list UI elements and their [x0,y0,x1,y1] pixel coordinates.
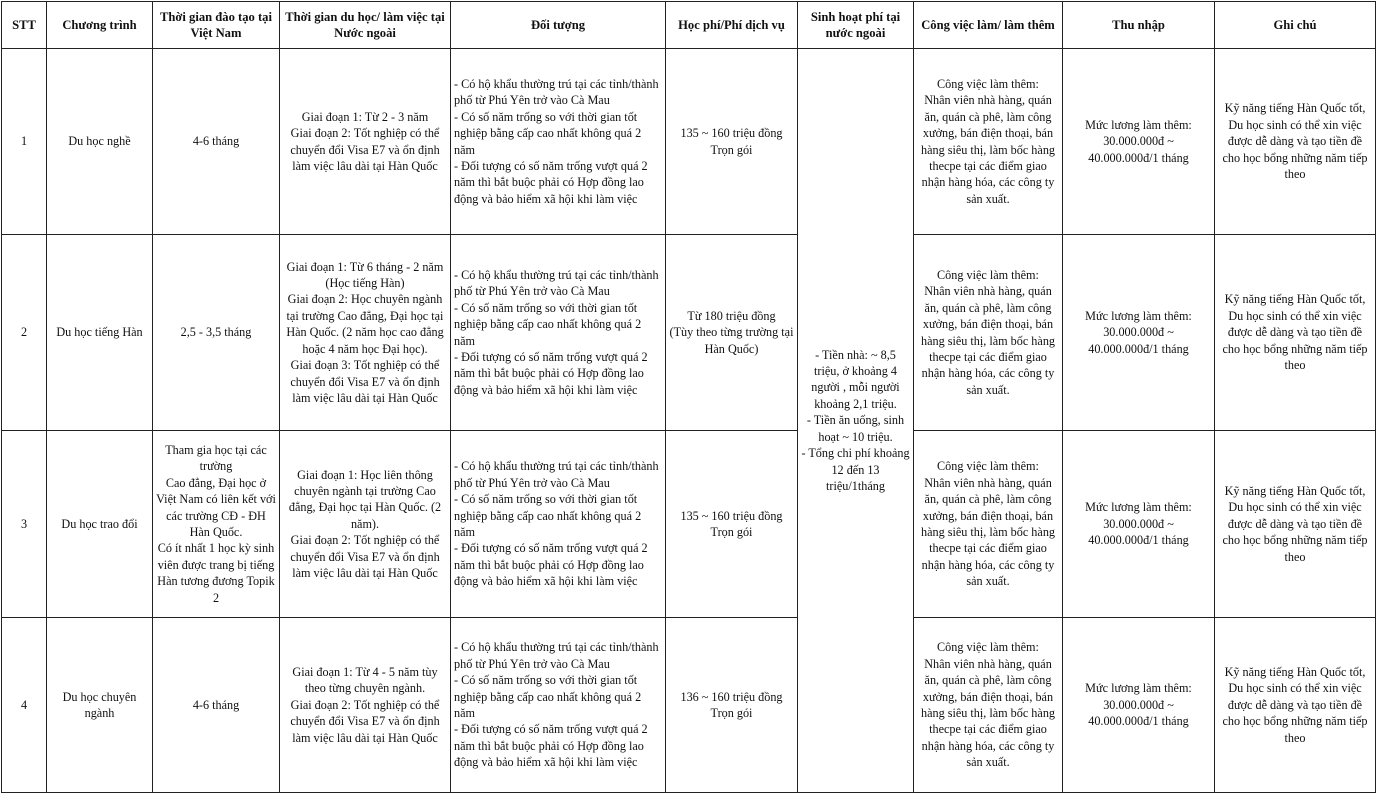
abroad-stage: Giai đoạn 2: Tốt nghiệp có thể chuyển đổi Visa E7 và ổn định làm việc lâu dài tại Hàn Quốc [290,533,440,581]
job-detail: Nhân viên nhà hàng, quán ăn, quán cà phê, làm công xưởng, bán điện thoại, bán hàng siêu thị, làm bốc hàng thecpe tại các điểm giao nhận hàng hóa, các công ty sản xuất. [920,475,1056,589]
income-min: 30.000.000đ ~ [1103,697,1174,712]
cell-vn-time: 4-6 tháng [153,49,280,235]
income-max: 40.000.000đ/1 tháng [1088,533,1189,548]
header-row [2,2,1376,49]
cell-target [451,235,666,431]
cell-target [451,618,666,793]
living-item: - Tiền nhà: ~ 8,5 triệu, ở khoảng 4 người , mỗi người khoảng 2,1 triệu. [811,347,900,411]
income-heading: Mức lương làm thêm: [1085,681,1192,696]
cell-abroad-time [280,49,451,235]
cell-abroad-time [280,618,451,793]
fee-amount: Từ 180 triệu đồng [687,308,776,323]
cell-job [914,235,1063,431]
income-heading: Mức lương làm thêm: [1085,308,1192,323]
fee-amount: 135 ~ 160 triệu đồng [680,508,783,523]
cell-program: Du học chuyên ngành [47,618,153,793]
target-item: - Có hộ khẩu thường trú tại các tỉnh/thành phố từ Phú Yên trở vào Cà Mau [454,640,659,671]
cell-note: Kỹ năng tiếng Hàn Quốc tốt, Du học sinh có thể xin việc được dễ dàng và tạo tiền đề cho học bổng những năm tiếp theo [1215,49,1376,235]
cell-income [1063,235,1215,431]
header-income: Thu nhập [1063,2,1215,49]
cell-stt: 4 [2,618,47,793]
header-job: Công việc làm/ làm thêm [914,2,1063,49]
header-fee: Học phí/Phí dịch vụ [666,2,798,49]
vn-time-item: Tham gia học tại các trường [165,442,267,474]
table-row [2,49,1376,235]
fee-detail: Trọn gói [710,142,753,157]
target-item: - Có hộ khẩu thường trú tại các tỉnh/thành phố từ Phú Yên trở vào Cà Mau [454,459,659,490]
target-item: - Có số năm trống so với thời gian tốt nghiệp bằng cấp cao nhất không quá 2 năm [454,492,642,539]
living-item: - Tiền ăn uống, sinh hoạt ~ 10 triệu. [806,413,905,444]
target-item: - Đối tượng có số năm trống vượt quá 2 năm thì bắt buộc phải có Hợp đồng lao động và bảo hiểm xã hội khi làm việc [454,349,648,397]
cell-abroad-time [280,431,451,618]
fee-detail: Trọn gói [710,525,753,539]
cell-abroad-time [280,235,451,431]
vn-time-item: Có ít nhất 1 học kỳ sinh viên được trang bị tiếng Hàn tương đương Topik 2 [157,541,275,605]
cell-vn-time: 4-6 tháng [153,618,280,793]
job-detail: Nhân viên nhà hàng, quán ăn, quán cà phê, làm công xưởng, bán điện thoại, bán hàng siêu thị, làm bốc hàng thecpe tại các điểm giao nhận hàng hóa, các công ty sản xuất. [920,656,1056,770]
cell-vn-time: 2,5 - 3,5 tháng [153,235,280,431]
fee-amount: 136 ~ 160 triệu đồng [680,689,783,704]
target-item: - Có hộ khẩu thường trú tại các tỉnh/thành phố từ Phú Yên trở vào Cà Mau [454,267,659,299]
target-item: - Có số năm trống so với thời gian tốt nghiệp bằng cấp cao nhất không quá 2 năm [454,300,642,348]
target-item: - Có hộ khẩu thường trú tại các tỉnh/thành phố từ Phú Yên trở vào Cà Mau [454,76,659,108]
table-row [2,431,1376,618]
income-heading: Mức lương làm thêm: [1085,117,1192,132]
cell-program: Du học trao đổi [47,431,153,618]
header-note: Ghi chú [1215,2,1376,49]
abroad-stage: Giai đoạn 3: Tốt nghiệp có thể chuyển đổi Visa E7 và ổn định làm việc lâu dài tại Hàn Quốc [290,358,440,405]
job-heading: Công việc làm thêm: [937,76,1039,91]
cell-job [914,49,1063,235]
vn-time-item: Cao đẳng, Đại học ở Việt Nam có liên kết với các trường CĐ - ĐH Hàn Quốc. [156,475,276,539]
job-detail: Nhân viên nhà hàng, quán ăn, quán cà phê, làm công xưởng, bán điện thoại, bán hàng siêu thị, làm bốc hàng thecpe tại các điểm giao nhận hàng hóa, các công ty sản xuất. [920,284,1056,397]
header-program: Chương trình [47,2,153,49]
cell-stt: 2 [2,235,47,431]
table-row [2,618,1376,793]
target-item: - Có số năm trống so với thời gian tốt nghiệp bằng cấp cao nhất không quá 2 năm [454,109,642,157]
target-item: - Đối tượng có số năm trống vượt quá 2 năm thì bắt buộc phải có Hợp đồng lao động và bảo hiểm xã hội khi làm việc [454,541,648,589]
cell-note: Kỹ năng tiếng Hàn Quốc tốt, Du học sinh có thể xin việc được dễ dàng và tạo tiền đề cho học bổng những năm tiếp theo [1215,235,1376,431]
cell-income [1063,618,1215,793]
table-row [2,235,1376,431]
income-min: 30.000.000đ ~ [1103,134,1174,149]
cell-job [914,618,1063,793]
cell-vn-time [153,431,280,618]
job-heading: Công việc làm thêm: [937,640,1039,655]
header-vn-time: Thời gian đào tạo tại Việt Nam [153,2,280,49]
cell-fee [666,235,798,431]
target-item: - Đối tượng có số năm trống vượt quá 2 năm thì bắt buộc phải có Hợp đồng lao động và bảo hiểm xã hội khi làm việc [454,158,648,206]
cell-stt: 3 [2,431,47,618]
cell-note: Kỹ năng tiếng Hàn Quốc tốt, Du học sinh có thể xin việc được dễ dàng và tạo tiền đề cho học bổng những năm tiếp theo [1215,618,1376,793]
abroad-stage: Giai đoạn 2: Học chuyên ngành tại trường Cao đẳng, Đại học tại Hàn Quốc. (2 năm học cao đẳng hoặc 4 năm học Đại học). [286,292,444,356]
job-detail: Nhân viên nhà hàng, quán ăn, quán cà phê, làm công xưởng, bán điện thoại, bán hàng siêu thị, làm bốc hàng thecpe tại các điểm giao nhận hàng hóa, các công ty sản xuất. [920,93,1056,206]
cell-income [1063,49,1215,235]
fee-detail: (Tùy theo từng trường tại Hàn Quốc) [669,325,794,356]
job-heading: Công việc làm thêm: [937,267,1039,282]
cell-target [451,49,666,235]
abroad-stage: Giai đoạn 1: Từ 6 tháng - 2 năm (Học tiếng Hàn) [286,259,444,291]
income-max: 40.000.000đ/1 tháng [1088,341,1189,356]
fee-detail: Trọn gói [710,706,753,720]
cell-stt: 1 [2,49,47,235]
abroad-stage: Giai đoạn 1: Từ 4 - 5 năm tùy theo từng chuyên ngành. [292,664,438,696]
living-item: - Tổng chi phí khoảng 12 đến 13 triệu/1tháng [801,446,910,493]
abroad-stage: Giai đoạn 1: Từ 2 - 3 năm [301,109,429,124]
header-target: Đối tượng [451,2,666,49]
header-abroad-time: Thời gian du học/ làm việc tại Nước ngoài [280,2,451,49]
income-heading: Mức lương làm thêm: [1085,500,1192,515]
study-abroad-table [1,1,1376,793]
abroad-stage: Giai đoạn 2: Tốt nghiệp có thể chuyển đổi Visa E7 và ổn định làm việc lâu dài tại Hàn Quốc [290,126,440,173]
cell-program: Du học tiếng Hàn [47,235,153,431]
header-stt: STT [2,2,47,49]
cell-living [798,49,914,793]
income-max: 40.000.000đ/1 tháng [1088,150,1189,165]
cell-fee [666,618,798,793]
abroad-stage: Giai đoạn 1: Học liên thông chuyên ngành tại trường Cao đẳng, Đại học tại Hàn Quốc. (2 năm). [288,467,442,531]
cell-program: Du học nghề [47,49,153,235]
cell-income [1063,431,1215,618]
job-heading: Công việc làm thêm: [937,459,1039,474]
cell-note: Kỹ năng tiếng Hàn Quốc tốt, Du học sinh có thể xin việc được dễ dàng và tạo tiền đề cho học bổng những năm tiếp theo [1215,431,1376,618]
fee-amount: 135 ~ 160 triệu đồng [680,126,783,141]
income-min: 30.000.000đ ~ [1103,325,1174,340]
income-max: 40.000.000đ/1 tháng [1088,714,1189,729]
target-item: - Có số năm trống so với thời gian tốt nghiệp bằng cấp cao nhất không quá 2 năm [454,673,642,720]
cell-fee [666,49,798,235]
cell-job [914,431,1063,618]
income-min: 30.000.000đ ~ [1103,516,1174,531]
abroad-stage: Giai đoạn 2: Tốt nghiệp có thể chuyển đổi Visa E7 và ổn định làm việc lâu dài tại Hàn Quốc [290,697,440,745]
cell-fee [666,431,798,618]
header-living: Sinh hoạt phí tại nước ngoài [798,2,914,49]
target-item: - Đối tượng có số năm trống vượt quá 2 năm thì bắt buộc phải có Hợp đồng lao động và bảo hiểm xã hội khi làm việc [454,722,648,770]
cell-target [451,431,666,618]
